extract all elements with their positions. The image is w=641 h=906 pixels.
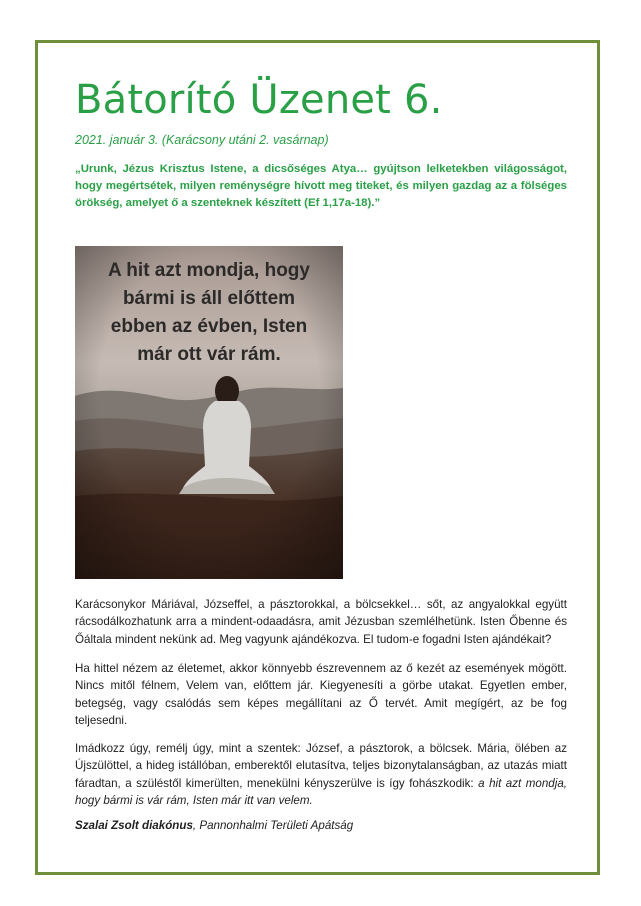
paragraph-2: Ha hittel nézem az életemet, akkor könnyebb észrevennem az ő kezét az események mögött. Nincs mitől félnem, Velem van, előttem jár. Kiegyenesíti a görbe utakat. Egyetlen ember, betegség, vagy csalódás sem képes megállítani az Ő tervét. Amit megígért, az be fog teljesedni. [75,662,567,727]
document-title: Bátorító Üzenet 6. [75,77,443,123]
bible-quote: „Urunk, Jézus Krisztus Istene, a dicsőséges Atya… gyújtson lelketekben világosságot, hogy megértsétek, milyen reménységre hívott meg titeket, és milyen gazdag az a fölséges örökség, amelyet ő a szenteknek készített (Ef 1,17a-18).” [75,163,567,210]
paragraph-3-italic: a hit azt mondja, hogy bármi is vár rám, Isten már itt van velem. [75,776,567,807]
paragraph-3-text: Imádkozz úgy, remélj úgy, mint a szentek: József, a pásztorok, a bölcsek. Mária, ölében az Újszülöttel, a hideg istállóban, emberektől elutasítva, teljes bizonytalanságban, az utazás miatt fáradtan, a szüléstől kimerülten, menekülni kényszerülve is így fohászkodik: [75,742,567,790]
image-text-line-2: bármi is áll előttem [122,288,296,309]
image-text-line-1: A hit azt mondja, hogy [108,260,310,281]
image-text-line-3: ebben az évben, Isten [110,316,308,337]
image-text-line-4: már ott vár rám. [137,344,281,365]
signature-affiliation: , Pannonhalmi Területi Apátság [192,819,354,832]
paragraph-3 [75,740,567,809]
signature-name: Szalai Zsolt diakónus [75,819,193,832]
signature [75,819,353,832]
inspirational-image [75,246,343,579]
paragraph-1: Karácsonykor Máriával, Józseffel, a pásztorokkal, a bölcsekkel… sőt, az angyalokkal együtt rácsodálkozhatunk arra a mindent-odaadásra, amit Jézusban szemlélhetünk. Isten Őbenne és Őáltala mindent nekünk ad. Meg vagyunk ajándékozva. El tudom-e fogadni Isten ajándékait? [75,598,567,646]
document-date: 2021. január 3. (Karácsony utáni 2. vasárnap) [75,133,329,147]
